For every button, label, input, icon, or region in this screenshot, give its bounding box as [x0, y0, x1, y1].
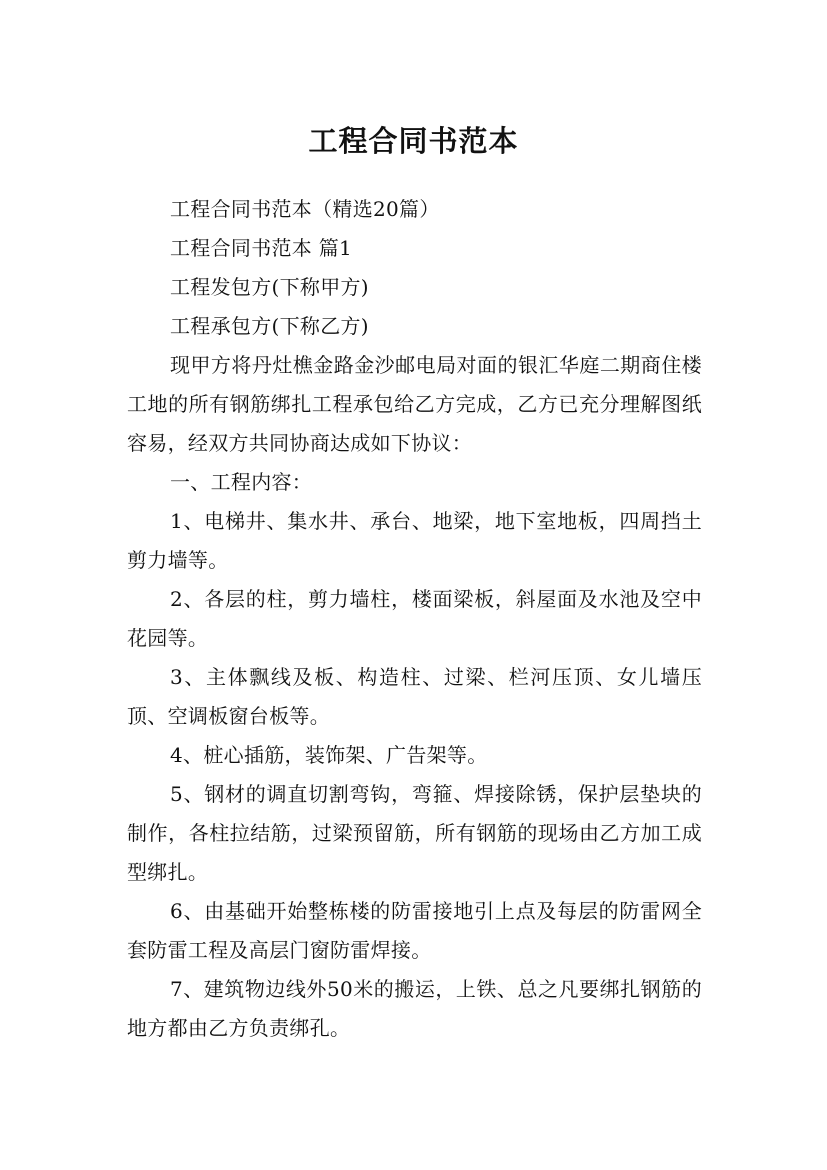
paragraph-item-2: 2、各层的柱，剪力墙柱，楼面梁板，斜屋面及水池及空中花园等。: [127, 587, 702, 650]
paragraph-item-1: 1、电梯井、集水井、承台、地梁，地下室地板，四周挡土剪力墙等。: [127, 509, 702, 572]
paragraph-item-5: 5、钢材的调直切割弯钩，弯箍、焊接除锈，保护层垫块的制作，各柱拉结筋，过梁预留筋，所有钢筋的现场由乙方加工成型绑扎。: [127, 782, 702, 884]
paragraph-scope-heading: 一、工程内容：: [170, 470, 313, 494]
paragraph-party-a: 工程发包方(下称甲方): [170, 275, 369, 299]
paragraph-item-3: 3、主体飘线及板、构造柱、过梁、栏河压顶、女儿墙压顶、空调板窗台板等。: [127, 665, 702, 728]
document-body: [127, 190, 702, 1048]
paragraph-subtitle: 工程合同书范本（精选20篇）: [170, 197, 440, 221]
paragraph-party-b: 工程承包方(下称乙方): [170, 314, 369, 338]
paragraph-item-6: 6、由基础开始整栋楼的防雷接地引上点及每层的防雷网全套防雷工程及高层门窗防雷焊接。: [127, 899, 702, 962]
paragraph-item-4: 4、桩心插筋，装饰架、广告架等。: [170, 743, 488, 767]
paragraph-preamble: 现甲方将丹灶樵金路金沙邮电局对面的银汇华庭二期商住楼工地的所有钢筋绑扎工程承包给乙方完成，乙方已充分理解图纸容易，经双方共同协商达成如下协议：: [127, 353, 702, 455]
document-title: 工程合同书范本: [308, 124, 519, 159]
paragraph-section-heading: 工程合同书范本 篇1: [170, 236, 353, 260]
paragraph-item-7: 7、建筑物边线外50米的搬运，上铁、总之凡要绑扎钢筋的地方都由乙方负责绑孔。: [127, 977, 702, 1040]
